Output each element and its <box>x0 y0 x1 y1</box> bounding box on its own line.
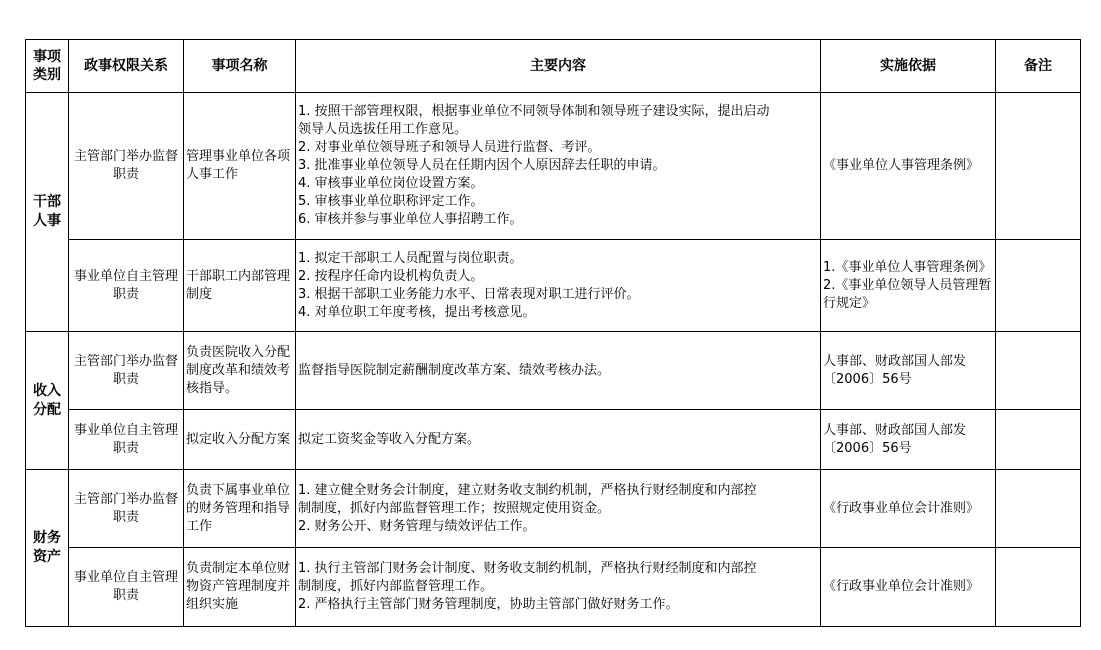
content-line: 3. 根据干部职工业务能力水平、日常表现对职工进行评价。 <box>298 286 640 302</box>
basis-line: 2.《事业单位领导人员管理暂行规定》 <box>823 277 992 311</box>
table-row <box>26 470 1081 548</box>
basis-cell <box>821 470 996 548</box>
basis-cell <box>821 240 996 332</box>
basis-cell <box>821 332 996 410</box>
item-name-text: 负责下属事业单位的财务管理和指导工作 <box>186 482 291 534</box>
relation-cell: 主管部门举办监督职责 <box>69 332 184 410</box>
content-line: 4. 对单位职工年度考核，提出考核意见。 <box>298 304 536 320</box>
header-remarks: 备注 <box>996 40 1081 93</box>
main-content-cell <box>296 332 821 410</box>
content-line: 1. 拟定干部职工人员配置与岗位职责。 <box>298 250 523 266</box>
basis-cell <box>821 93 996 240</box>
remarks-cell <box>996 548 1081 627</box>
content-line: 制制度，抓好内部监督管理工作；按照规定使用资金。 <box>298 500 611 516</box>
category-cell: 干部人事 <box>26 93 69 332</box>
content-line: 领导人员选拔任用工作意见。 <box>298 122 468 137</box>
item-name-cell <box>184 332 296 410</box>
basis-line: 《行政事业单位会计准则》 <box>823 500 980 516</box>
content-line: 2. 严格执行主管部门财务管理制度，协助主管部门做好财务工作。 <box>298 597 679 612</box>
item-name-cell <box>184 93 296 240</box>
table-row <box>26 332 1081 410</box>
basis-line: 人事部、财政部国人部发〔2006〕56号 <box>823 353 967 387</box>
table-row <box>26 410 1081 470</box>
category-cell: 财务资产 <box>26 470 69 627</box>
relation-cell: 事业单位自主管理职责 <box>69 410 184 470</box>
header-row <box>26 40 1081 93</box>
content-line: 监督指导医院制定薪酬制度改革方案、绩效考核办法。 <box>298 362 611 378</box>
content-line: 6. 审核并参与事业单位人事招聘工作。 <box>298 212 523 227</box>
main-content-cell <box>296 470 821 548</box>
remarks-cell <box>996 332 1081 410</box>
content-line: 5. 审核事业单位职称评定工作。 <box>298 194 484 209</box>
basis-line: 1.《事业单位人事管理条例》 <box>823 259 992 275</box>
content-line: 3. 批准事业单位领导人员在任期内因个人原因辞去任职的申请。 <box>298 158 666 173</box>
item-name-cell <box>184 240 296 332</box>
item-name-cell <box>184 470 296 548</box>
item-name-cell <box>184 548 296 627</box>
content-line: 2. 按程序任命内设机构负责人。 <box>298 268 484 284</box>
main-content-cell <box>296 548 821 627</box>
relation-cell: 事业单位自主管理职责 <box>69 548 184 627</box>
header-item-name: 事项名称 <box>184 40 296 93</box>
content-line: 2. 对事业单位领导班子和领导人员进行监督、考评。 <box>298 140 601 155</box>
main-content-cell <box>296 240 821 332</box>
content-line: 2. 财务公开、财务管理与绩效评估工作。 <box>298 518 536 534</box>
header-basis: 实施依据 <box>821 40 996 93</box>
content-line: 1. 建立健全财务会计制度，建立财务收支制约机制，严格执行财经制度和内部控 <box>298 482 757 498</box>
table-row <box>26 548 1081 627</box>
main-content-cell <box>296 410 821 470</box>
remarks-cell <box>996 410 1081 470</box>
relation-cell: 事业单位自主管理职责 <box>69 240 184 332</box>
relation-cell: 主管部门举办监督职责 <box>69 93 184 240</box>
table-row <box>26 240 1081 332</box>
category-cell: 收入分配 <box>26 332 69 470</box>
remarks-cell <box>996 240 1081 332</box>
header-relation: 政事权限关系 <box>69 40 184 93</box>
item-name-cell <box>184 410 296 470</box>
basis-cell <box>821 410 996 470</box>
basis-cell <box>821 548 996 627</box>
relation-cell: 主管部门举办监督职责 <box>69 470 184 548</box>
table-row <box>26 93 1081 240</box>
item-name-text: 干部职工内部管理制度 <box>186 268 291 302</box>
item-name-text: 负责医院收入分配制度改革和绩效考核指导。 <box>186 344 291 396</box>
basis-line: 《事业单位人事管理条例》 <box>823 158 980 173</box>
item-name-text: 负责制定本单位财物资产管理制度并组织实施 <box>186 561 291 612</box>
basis-line: 《行政事业单位会计准则》 <box>823 579 980 594</box>
main-content-cell <box>296 93 821 240</box>
remarks-cell <box>996 470 1081 548</box>
remarks-cell <box>996 93 1081 240</box>
authority-table <box>25 39 1081 627</box>
basis-line: 人事部、财政部国人部发〔2006〕56号 <box>823 422 967 456</box>
item-name-text: 管理事业单位各项人事工作 <box>186 149 291 182</box>
header-category: 事项类别 <box>26 40 69 93</box>
content-line: 拟定工资奖金等收入分配方案。 <box>298 431 481 447</box>
content-line: 制制度，抓好内部监督管理工作。 <box>298 579 494 594</box>
content-line: 1. 执行主管部门财务会计制度、财务收支制约机制，严格执行财经制度和内部控 <box>298 561 757 576</box>
item-name-text: 拟定收入分配方案 <box>186 431 291 447</box>
content-line: 1. 按照干部管理权限，根据事业单位不同领导体制和领导班子建设实际，提出启动 <box>298 104 770 119</box>
header-main-content: 主要内容 <box>296 40 821 93</box>
content-line: 4. 审核事业单位岗位设置方案。 <box>298 176 484 191</box>
